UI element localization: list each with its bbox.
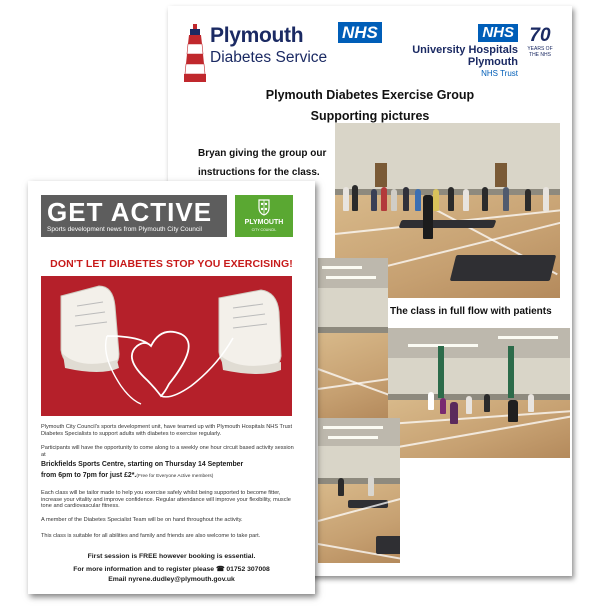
price-note: (Free for Everyone Active members)	[136, 474, 214, 479]
flyer-headline: DON'T LET DIABETES STOP YOU EXERCISING!	[50, 258, 293, 270]
document-title: Plymouth Diabetes Exercise Group	[265, 88, 475, 102]
contact-email: Email nyrene.dudley@plymouth.gov.uk	[108, 576, 235, 583]
register-phone: For more information and to register please ☎ 01752 307008	[73, 566, 270, 573]
specialist-paragraph: A member of the Diabetes Specialist Team will be on hand throughout the activity.	[41, 517, 243, 523]
city-name: PLYMOUTH	[244, 219, 284, 226]
time-price: from 6pm to 7pm for just £2*.	[41, 472, 137, 479]
document-subtitle: Supporting pictures	[310, 109, 430, 123]
sneakers-heart-illustration	[41, 276, 292, 416]
gym-photo-hall	[318, 258, 388, 418]
nhs-badge-uh: NHS	[478, 24, 518, 42]
booking-note: First session is FREE however booking is essential.	[87, 553, 256, 560]
uh-name-line1: University Hospitals	[412, 44, 518, 56]
org-subname: Diabetes Service	[210, 49, 328, 66]
uh-name-line2: Plymouth	[467, 56, 518, 68]
participants-paragraph: Participants will have the opportunity to come along to a weekly one hour circuit based activity session at	[41, 445, 294, 458]
plymouth-diabetes-service-logo	[184, 16, 378, 82]
org-name: Plymouth	[210, 24, 304, 47]
city-council-label: CITY COUNCIL	[251, 228, 277, 232]
city-crest-icon	[257, 198, 271, 216]
suitability-paragraph: This class is suitable for all abilities and family and friends are also welcome to take part.	[41, 533, 261, 539]
photo-caption-full-flow: The class in full flow with patients	[390, 306, 552, 317]
lighthouse-icon	[184, 24, 206, 82]
uh-trust: NHS Trust	[481, 69, 518, 78]
gym-photo-lower	[318, 418, 400, 563]
gym-photo-full-flow	[388, 328, 570, 458]
years-number: 70	[529, 25, 551, 46]
sneakers-heart-photo	[41, 276, 292, 416]
time-price-line	[41, 472, 296, 482]
years-text: YEARS OF THE NHS	[527, 46, 553, 58]
70-years-logo	[522, 26, 558, 66]
get-active-banner	[41, 195, 227, 237]
photo-caption-instructions: Bryan giving the group our instructions for the class.	[198, 148, 327, 178]
intro-paragraph: Plymouth City Council's sports development unit, have teamed up with Plymouth Hospitals NHS Trust Diabetes Specialists to support adults with diabetes to exercise regularly.	[41, 424, 293, 437]
banner-tagline: Sports development news from Plymouth City Council	[47, 226, 202, 233]
nhs-badge: NHS	[338, 22, 382, 43]
class-details-paragraph: Each class will be tailor made to help you exercise safely whilst being supported to become fitter, increase your vitality and improve confidence. Regular attendance will improve your flexibility, muscle tone and cardiovascular fitness.	[41, 490, 291, 510]
venue-date: Brickfields Sports Centre, starting on Thursday 14 September	[41, 461, 244, 468]
banner-title: GET ACTIVE	[47, 197, 213, 227]
plymouth-city-council-logo	[235, 195, 293, 237]
university-hospitals-logo	[388, 24, 558, 80]
get-active-flyer	[28, 181, 315, 594]
